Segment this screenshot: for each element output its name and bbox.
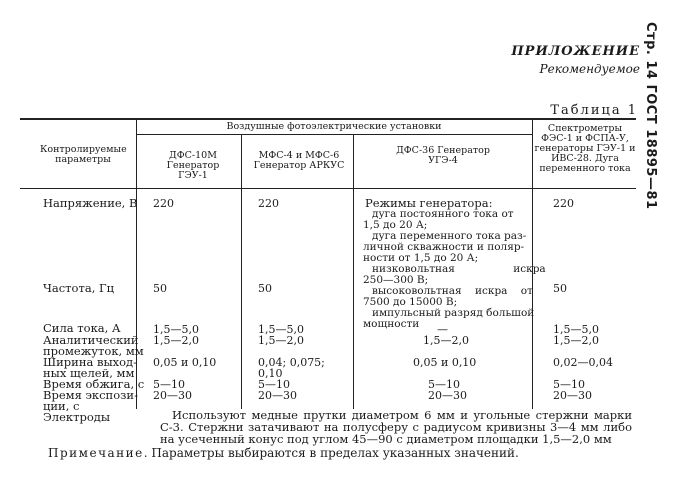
mode-line: мощности xyxy=(363,318,420,330)
slit-col-2a: 0,04; 0,075; xyxy=(258,356,325,369)
burn-col-3: 5—10 xyxy=(428,378,460,391)
row-label-burn: Время обжига, с xyxy=(43,377,145,391)
recommended-subheading: Рекомендуемое xyxy=(539,62,640,76)
exposure-col-4: 20—30 xyxy=(553,389,592,402)
voltage-col-4: 220 xyxy=(553,197,574,210)
header-col-2: МФС-4 и МФС-6 Генератор АРКУС xyxy=(253,150,345,171)
gap-col-4: 1,5—2,0 xyxy=(553,334,599,347)
electrodes-description: Используют медные прутки диаметром 6 мм и угольные стержни марки С-3. Стержни затачивают на полусферу с радиусом кривизны 3—4 мм либо на усеченный конус под углом 45—90 с диаметром площадки 1,5—2,0 мм xyxy=(160,408,632,446)
header-col-3: ДФС-36 Генератор УГЭ-4 xyxy=(396,145,490,166)
mode-line: 250—300 В; xyxy=(363,274,429,286)
row-label-slit-2: ных щелей, мм xyxy=(43,366,135,380)
mode-line: ности от 1,5 до 20 А; xyxy=(363,252,479,264)
exposure-col-2: 20—30 xyxy=(258,389,297,402)
burn-col-4: 5—10 xyxy=(553,378,585,391)
gap-col-3: 1,5—2,0 xyxy=(423,334,469,347)
header-param: Контролируемые параметры xyxy=(40,144,127,165)
row-label-exposure-2: ции, с xyxy=(43,399,80,413)
side-running-header-text: Стр. 14 ГОСТ 18895—81 xyxy=(643,22,658,210)
row-label-slit-1: Ширина выход- xyxy=(43,355,137,369)
exposure-col-3: 20—30 xyxy=(428,389,467,402)
mode-line: 1,5 до 20 А; xyxy=(363,219,428,231)
burn-col-2: 5—10 xyxy=(258,378,290,391)
frequency-col-1: 50 xyxy=(153,282,167,295)
mode-line: Режимы генератора: xyxy=(365,196,493,210)
gap-col-1: 1,5—2,0 xyxy=(153,334,199,347)
row-label-exposure-1: Время экспози- xyxy=(43,388,138,402)
column-divider-2 xyxy=(241,134,242,409)
header-bottom-rule xyxy=(20,188,636,189)
row-label-current: Сила тока, А xyxy=(43,321,121,335)
slit-col-4: 0,02—0,04 xyxy=(553,356,613,369)
row-label-voltage: Напряжение, В xyxy=(43,196,138,210)
column-divider-3 xyxy=(353,134,354,409)
frequency-col-4: 50 xyxy=(553,282,567,295)
gap-col-2: 1,5—2,0 xyxy=(258,334,304,347)
row-label-gap-1: Аналитический xyxy=(43,333,139,347)
voltage-col-2: 220 xyxy=(258,197,279,210)
current-col-2: 1,5—5,0 xyxy=(258,323,304,336)
slit-col-3: 0,05 и 0,10 xyxy=(413,356,477,369)
table-note xyxy=(48,446,519,460)
group-header-rule xyxy=(136,134,532,135)
current-col-4: 1,5—5,0 xyxy=(553,323,599,336)
mode-line: 7500 до 15000 В; xyxy=(363,296,458,308)
appendix-heading: ПРИЛОЖЕНИЕ xyxy=(511,44,640,59)
mode-line: импульсный разряд большой xyxy=(372,307,535,319)
row-label-gap-2: промежуток, мм xyxy=(43,344,144,358)
header-col-1: ДФС-10М Генератор ГЭУ-1 xyxy=(166,150,220,181)
mode-line: высоковольтная искра от xyxy=(372,285,533,297)
exposure-col-1: 20—30 xyxy=(153,389,192,402)
mode-line: дуга постоянного тока от xyxy=(372,208,514,220)
note-title: Примечание xyxy=(48,446,144,460)
header-group: Воздушные фотоэлектрические установки xyxy=(226,121,442,132)
row-label-electrodes: Электроды xyxy=(43,410,110,424)
table-number: Таблица 1 xyxy=(550,103,638,118)
mode-line: личной скважности и поляр- xyxy=(363,241,525,253)
table-top-rule xyxy=(20,118,636,120)
burn-col-1: 5—10 xyxy=(153,378,185,391)
current-col-1: 1,5—5,0 xyxy=(153,323,199,336)
mode-line: дуга переменного тока раз- xyxy=(372,230,527,242)
slit-col-2b: 0,10 xyxy=(258,367,283,380)
row-label-frequency: Частота, Гц xyxy=(43,281,115,295)
current-col-3: — xyxy=(437,323,448,336)
note-text: . Параметры выбираются в пределах указанных значений. xyxy=(143,446,519,460)
mode-line: низковольтная искра xyxy=(372,263,546,275)
frequency-col-2: 50 xyxy=(258,282,272,295)
slit-col-1: 0,05 и 0,10 xyxy=(153,356,217,369)
voltage-col-1: 220 xyxy=(153,197,174,210)
side-running-header xyxy=(638,22,668,210)
header-col-4: Спектрометры ФЭС-1 и ФСПА-У, генераторы ГЭУ-1 и ИВС-28. Дуга переменного тока xyxy=(534,123,636,174)
